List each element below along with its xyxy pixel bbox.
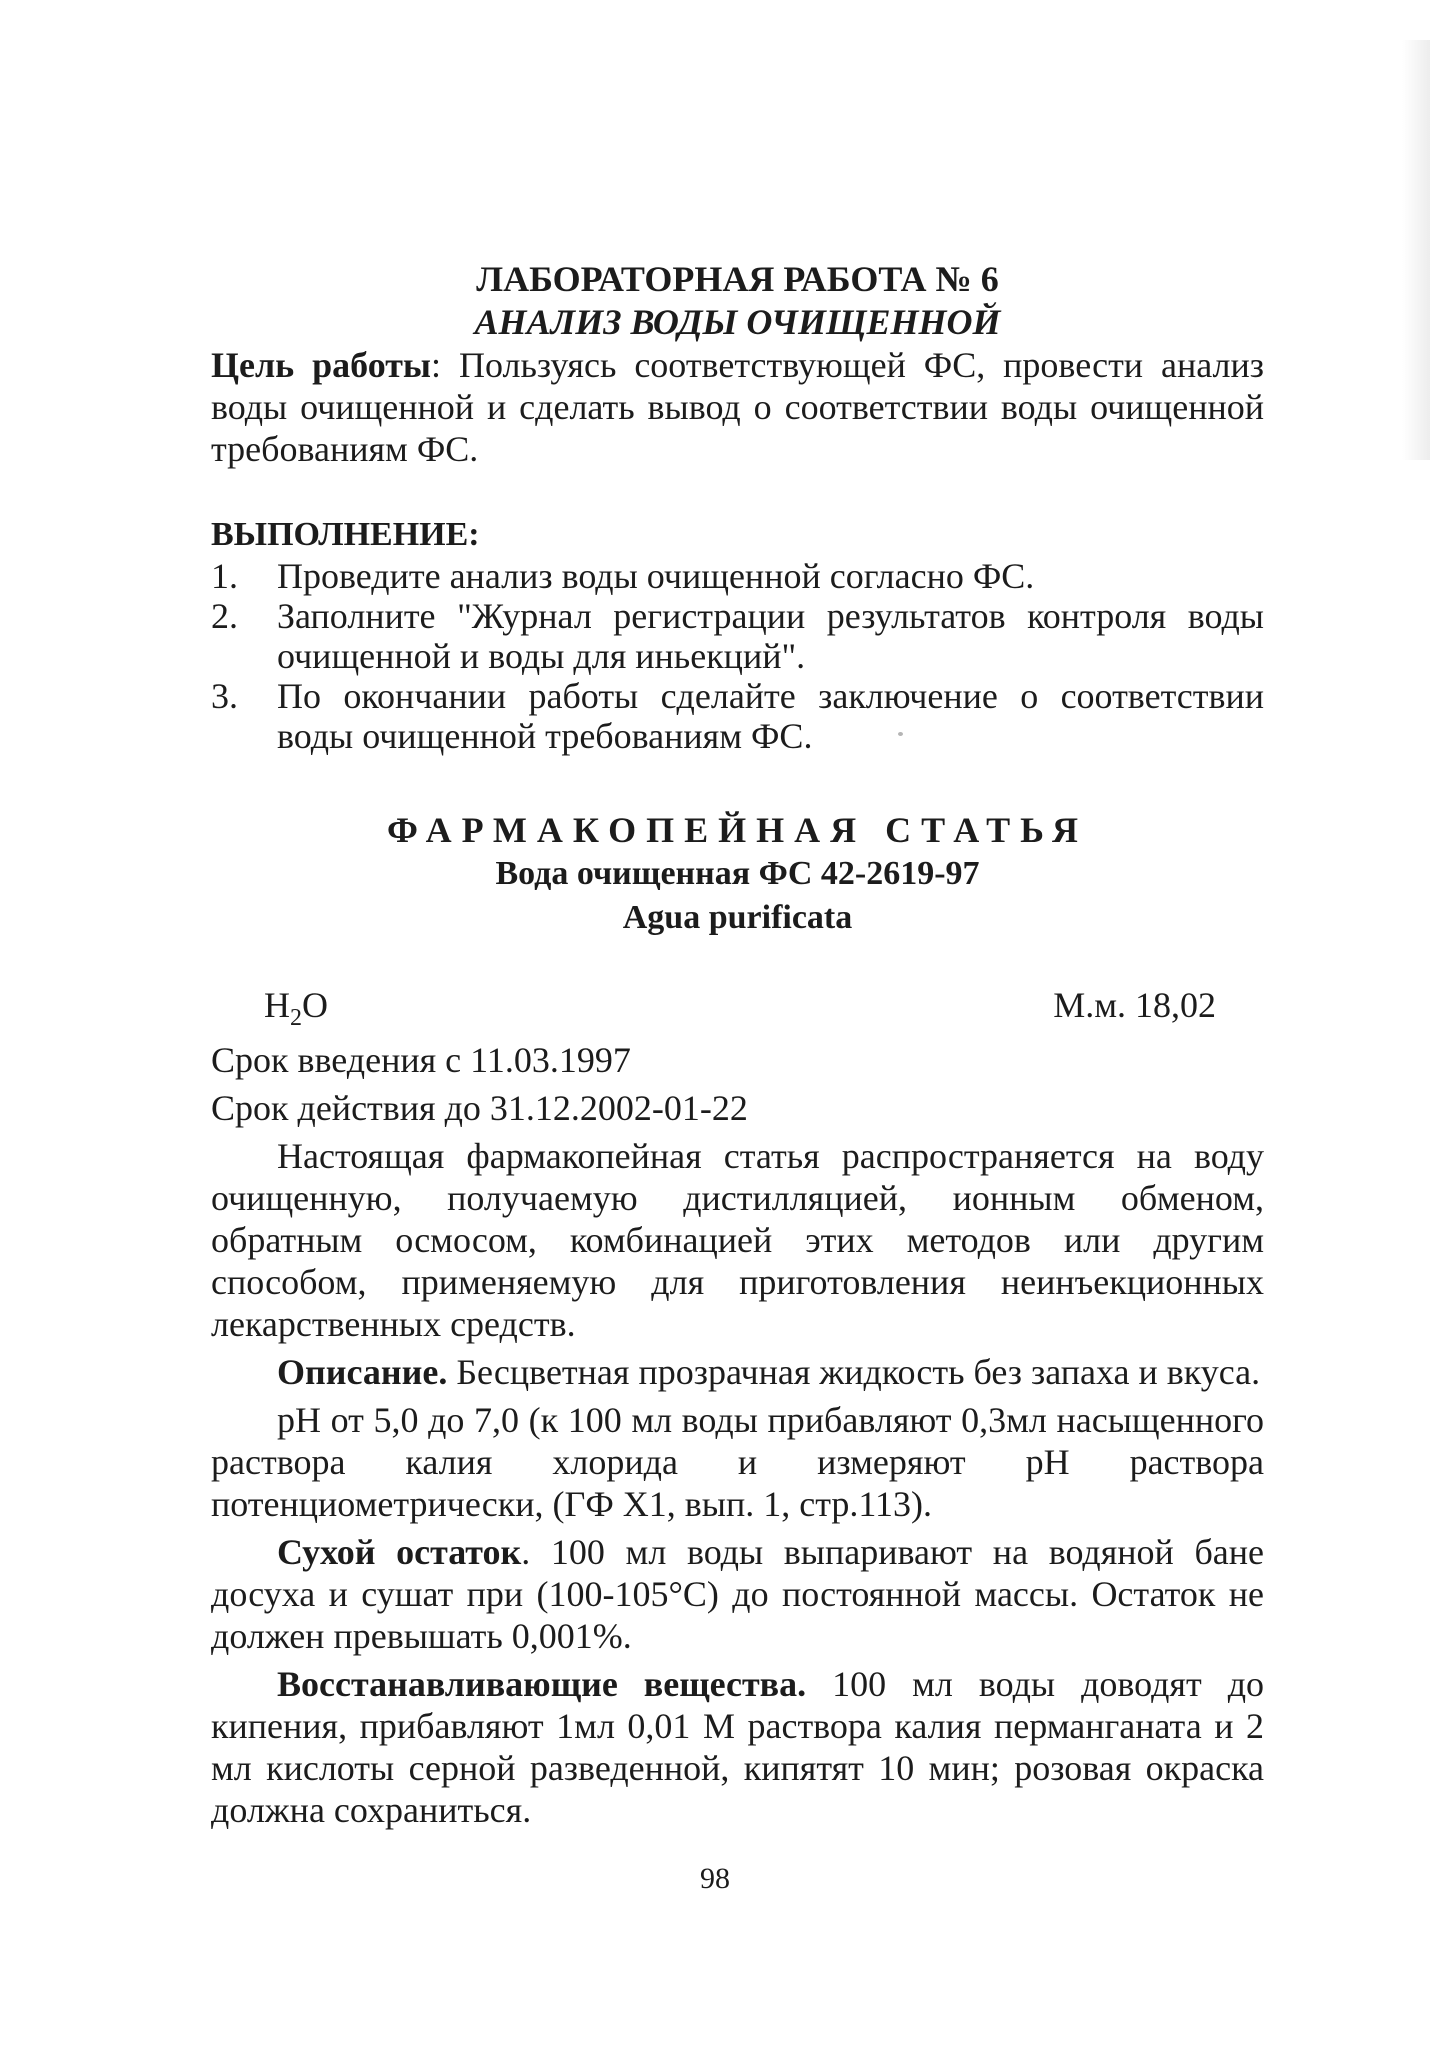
step-text: Проведите анализ воды очищенной согласно ФС. xyxy=(277,556,1035,596)
description-label: Описание. xyxy=(277,1352,448,1393)
article-latin: Agua purificata xyxy=(622,899,853,936)
reducing-substances-text: 100 мл воды доводят до кипения, прибавляют 1мл 0,01 М раствора калия перманганата и 2 мл кислоты серной разведенной, кипятят 10 мин; розовая окраска должна сохраниться. xyxy=(211,1664,1265,1831)
formula-o: O xyxy=(302,985,328,1025)
description-text: Бесцветная прозрачная жидкость без запаха и вкуса. xyxy=(447,1352,1261,1393)
execution-heading: ВЫПОЛНЕНИЕ: xyxy=(211,516,480,553)
reducing-substances-paragraph xyxy=(211,1663,1264,1831)
step-text: Заполните "Журнал регистрации результатов контроля воды очищенной и воды для иньекций". xyxy=(277,596,1264,676)
dry-residue-text: . 100 мл воды выпаривают на водяной бане досуха и сушат при (100-105°С) до постоянной массы. Остаток не должен превышать 0,001%. xyxy=(211,1532,1265,1657)
step-number: 2. xyxy=(211,596,238,636)
dry-residue-label: Сухой остаток xyxy=(277,1532,522,1573)
dry-residue-paragraph xyxy=(211,1531,1264,1657)
document-page xyxy=(211,258,1264,1831)
page-edge-shadow xyxy=(1402,40,1430,460)
execution-steps xyxy=(211,556,1264,756)
ph-paragraph: pH от 5,0 до 7,0 (к 100 мл воды прибавляют 0,3мл насыщенного раствора калия хлорида и измеряют pH раствора потенциометрически, (ГФ X1, вып. 1, стр.113). xyxy=(211,1400,1264,1525)
formula-h: H xyxy=(264,985,290,1025)
article-title: ФАРМАКОПЕЙНАЯ СТАТЬЯ xyxy=(386,810,1089,850)
goal-text: : Пользуясь соответствующей ФС, провести анализ воды очищенной и сделать вывод о соответствии воды очищенной требованиям ФС. xyxy=(211,345,1264,469)
lab-title: ЛАБОРАТОРНАЯ РАБОТА № 6 xyxy=(476,259,999,299)
chemical-formula xyxy=(264,984,328,1039)
article-name: Вода очищенная ФС 42-2619-97 xyxy=(495,855,980,892)
step-text: По окончании работы сделайте заключение о соответствии воды очищенной требованиям ФС. xyxy=(277,676,1264,756)
intro-paragraph: Настоящая фармакопейная статья распространяется на воду очищенную, получаемую дистилляцией, ионным обменом, обратным осмосом, комбинацией этих методов или другим способом, применяемую для приготовления неинъекционных лекарственных средств. xyxy=(211,1136,1264,1345)
molar-mass: М.м. 18,02 xyxy=(1053,985,1216,1025)
description-paragraph xyxy=(211,1351,1264,1393)
goal-paragraph xyxy=(211,344,1264,470)
goal-label: Цель работы xyxy=(211,345,432,385)
formula-row xyxy=(211,984,1264,1039)
lab-subtitle: АНАЛИЗ ВОДЫ ОЧИЩЕННОЙ xyxy=(474,302,1001,342)
step-number: 3. xyxy=(211,676,238,716)
list-item xyxy=(211,556,1264,596)
step-number: 1. xyxy=(211,556,238,596)
list-item xyxy=(211,676,1264,756)
start-date: Срок введения с 11.03.1997 xyxy=(211,1040,631,1081)
valid-until: Срок действия до 31.12.2002-01-22 xyxy=(211,1088,748,1129)
page-number: 98 xyxy=(700,1862,730,1895)
formula-subscript: 2 xyxy=(290,1005,302,1032)
list-item xyxy=(211,596,1264,676)
reducing-substances-label: Восстанавливающие вещества. xyxy=(277,1664,807,1705)
